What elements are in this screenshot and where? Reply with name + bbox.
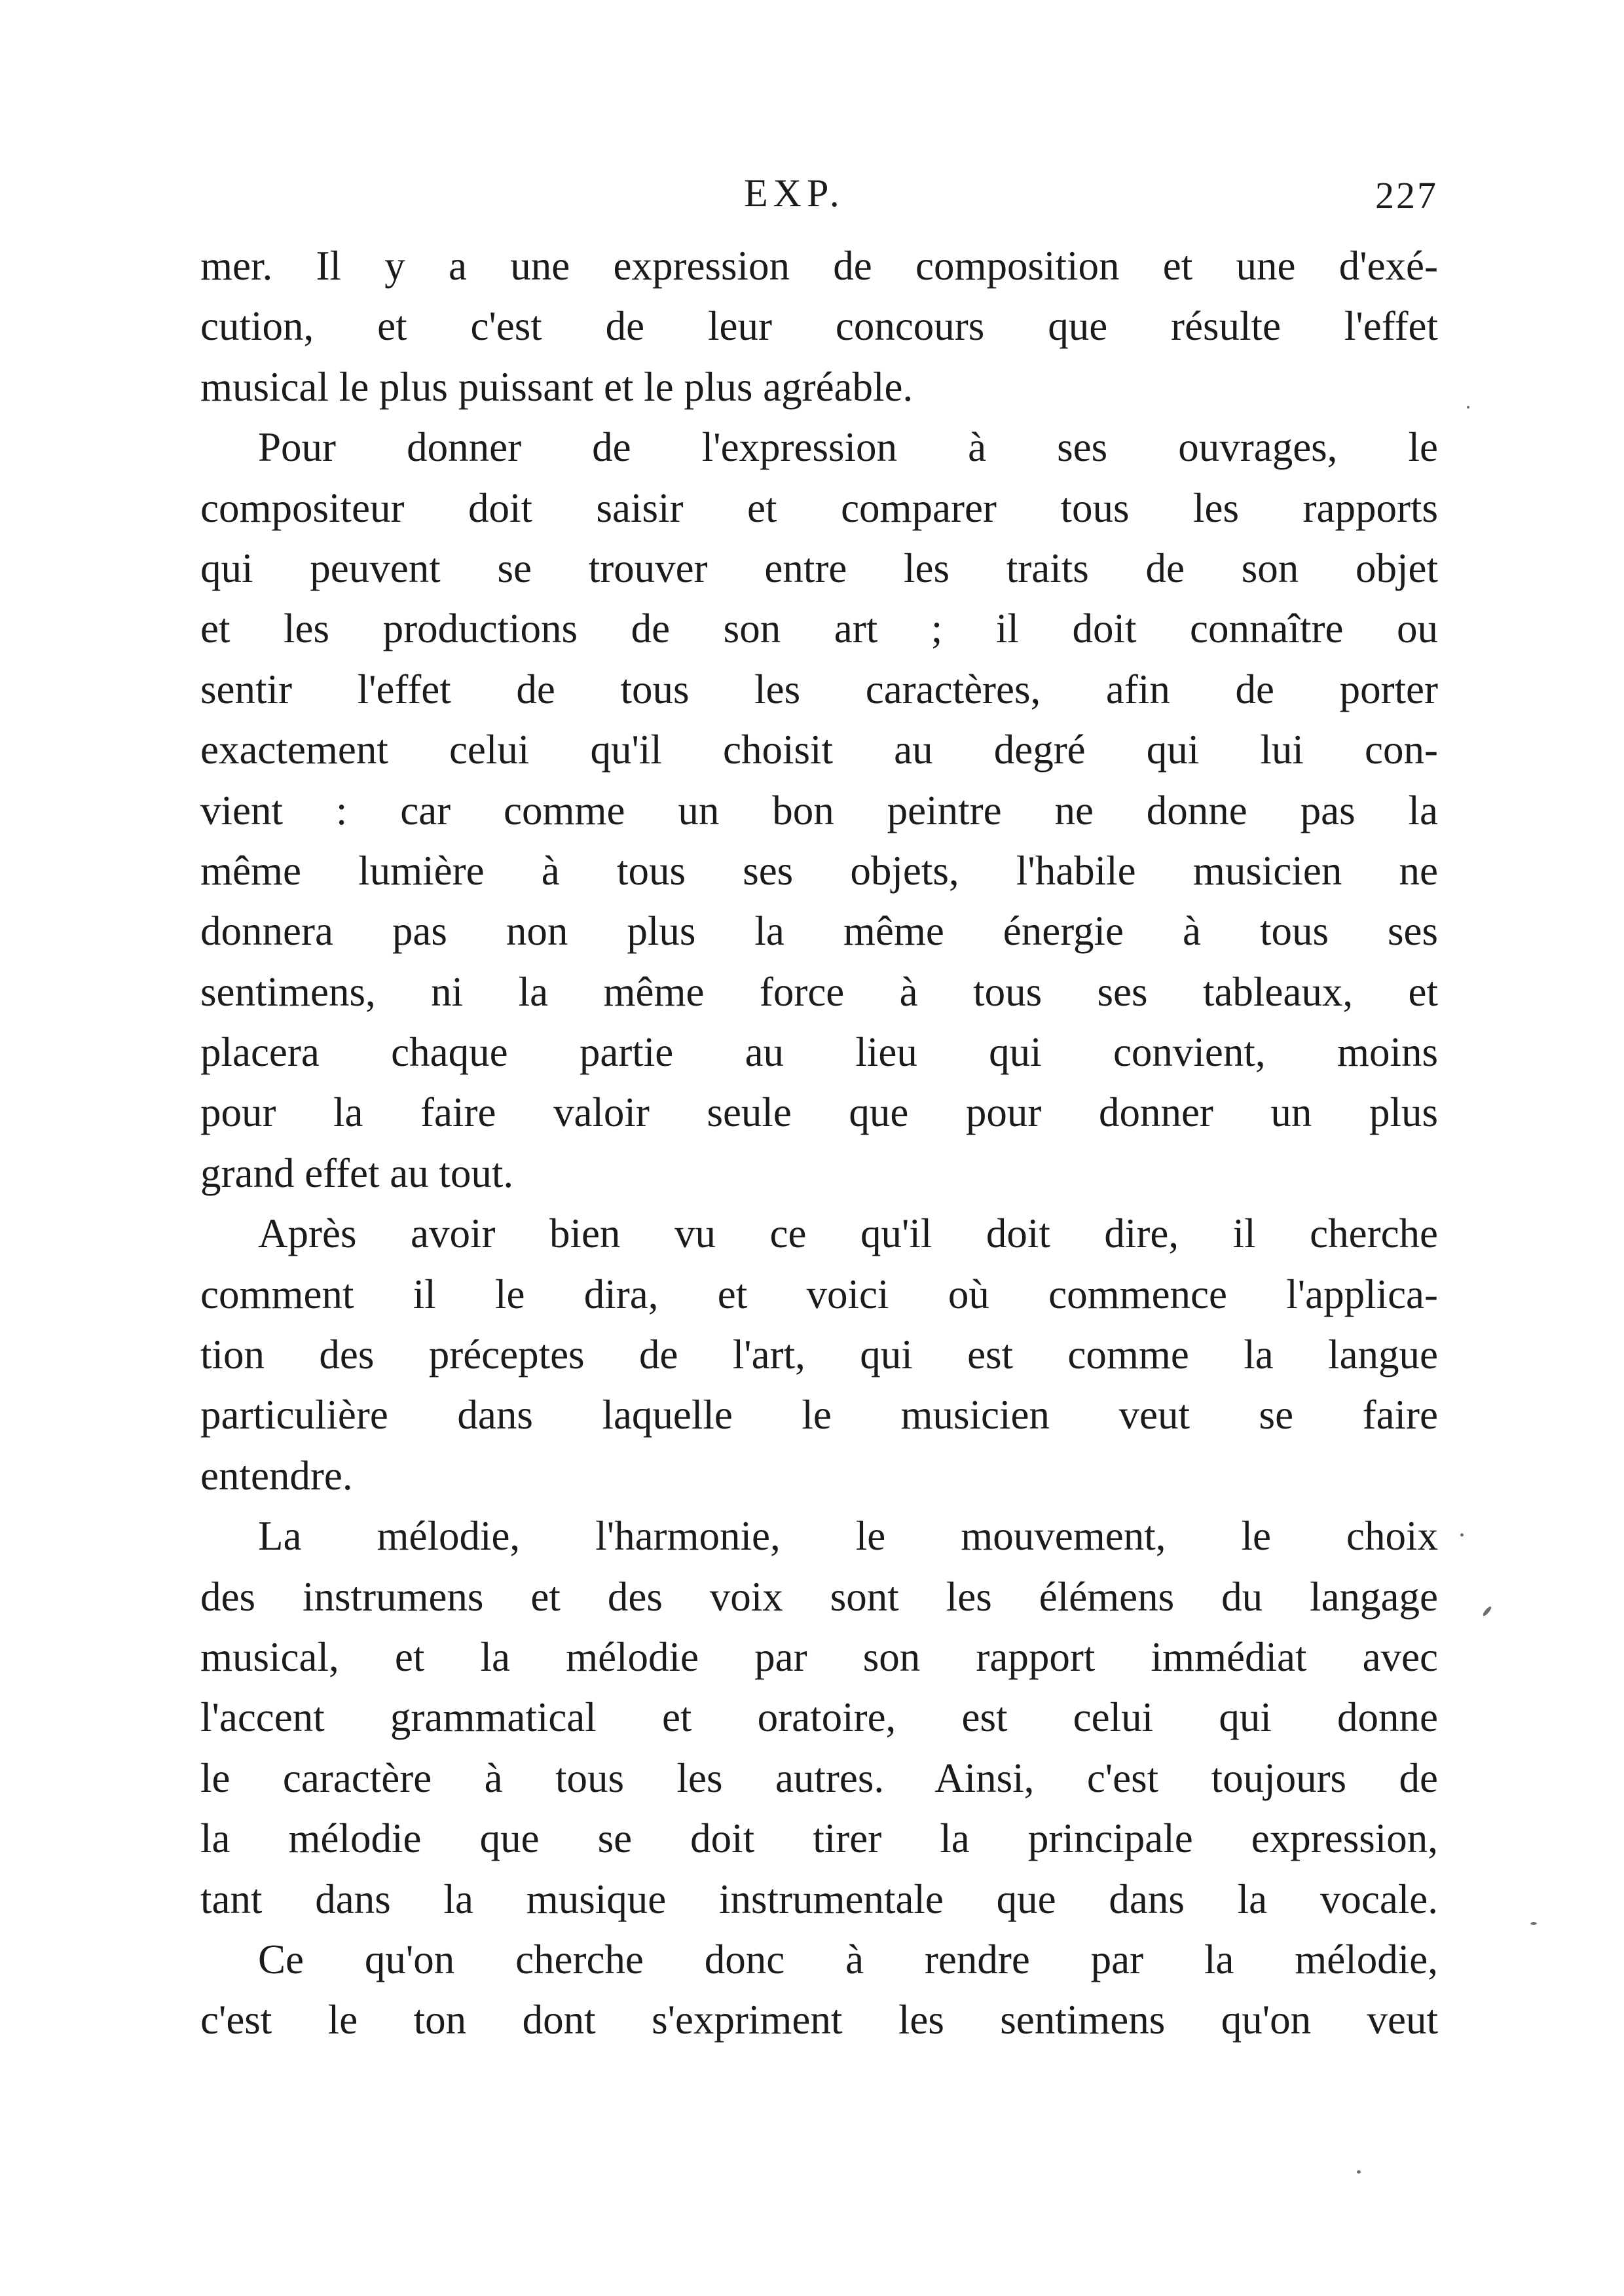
text-line: La mélodie, l'harmonie, le mouvement, le choix xyxy=(258,1513,1438,1559)
page-header xyxy=(200,164,1438,223)
text-line: tion des préceptes de l'art, qui est comme la langue xyxy=(200,1332,1438,1378)
text-line: mer. Il y a une expression de composition et une d'exé- xyxy=(200,243,1438,289)
text-line: particulière dans laquelle le musicien veut se faire xyxy=(200,1392,1438,1438)
text-line: grand effet au tout. xyxy=(200,1150,514,1196)
text-line: cution, et c'est de leur concours que résulte l'effet xyxy=(200,303,1438,350)
paper-speck xyxy=(1530,1922,1537,1925)
text-line: exactement celui qu'il choisit au degré qui lui con- xyxy=(200,727,1438,773)
text-line: sentimens, ni la même force à tous ses tableaux, et xyxy=(200,968,1438,1015)
paper-speck xyxy=(1460,1533,1464,1537)
text-line: l'accent grammatical et oratoire, est celui qui donne xyxy=(200,1694,1438,1741)
text-line: Pour donner de l'expression à ses ouvrages, le xyxy=(258,424,1438,471)
text-line: sentir l'effet de tous les caractères, afin de porter xyxy=(200,666,1438,712)
text-line: comment il le dira, et voici où commence l'applica- xyxy=(200,1271,1438,1317)
text-line: donnera pas non plus la même énergie à tous ses xyxy=(200,908,1438,955)
paper-speck xyxy=(1482,1605,1492,1617)
body-text xyxy=(200,236,1438,2050)
paragraph xyxy=(200,1929,1438,2050)
text-line: Après avoir bien vu ce qu'il doit dire, il cherche xyxy=(258,1211,1438,1257)
text-line: des instrumens et des voix sont les élémens du langage xyxy=(200,1573,1438,1620)
text-line: vient : car comme un bon peintre ne donne pas la xyxy=(200,787,1438,833)
text-line: la mélodie que se doit tirer la principale expression, xyxy=(200,1815,1438,1862)
paragraph xyxy=(200,417,1438,1203)
paper-speck xyxy=(1357,2170,1361,2174)
text-line: le caractère à tous les autres. Ainsi, c'est toujours de xyxy=(200,1755,1438,1801)
paragraph xyxy=(200,1506,1438,1929)
text-line: c'est le ton dont s'expriment les sentimens qu'on veut xyxy=(200,1997,1438,2043)
text-line: Ce qu'on cherche donc à rendre par la mélodie, xyxy=(258,1936,1438,1982)
text-line: compositeur doit saisir et comparer tous les rapports xyxy=(200,484,1438,531)
running-head: EXP. xyxy=(744,172,845,215)
text-line: placera chaque partie au lieu qui convient, moins xyxy=(200,1029,1438,1076)
text-line: qui peuvent se trouver entre les traits de son objet xyxy=(200,545,1438,591)
text-line: et les productions de son art ; il doit connaître ou xyxy=(200,606,1438,652)
text-line: entendre. xyxy=(200,1452,353,1499)
text-line: même lumière à tous ses objets, l'habile musicien ne xyxy=(200,847,1438,894)
text-line: tant dans la musique instrumentale que dans la vocale. xyxy=(200,1876,1438,1922)
page-number: 227 xyxy=(1375,174,1438,217)
text-line: musical, et la mélodie par son rapport immédiat avec xyxy=(200,1633,1438,1680)
paragraph xyxy=(200,236,1438,417)
text-line: musical le plus puissant et le plus agréable. xyxy=(200,363,913,410)
text-line: pour la faire valoir seule que pour donner un plus xyxy=(200,1089,1438,1136)
paragraph xyxy=(200,1203,1438,1506)
paper-speck xyxy=(1467,406,1469,409)
